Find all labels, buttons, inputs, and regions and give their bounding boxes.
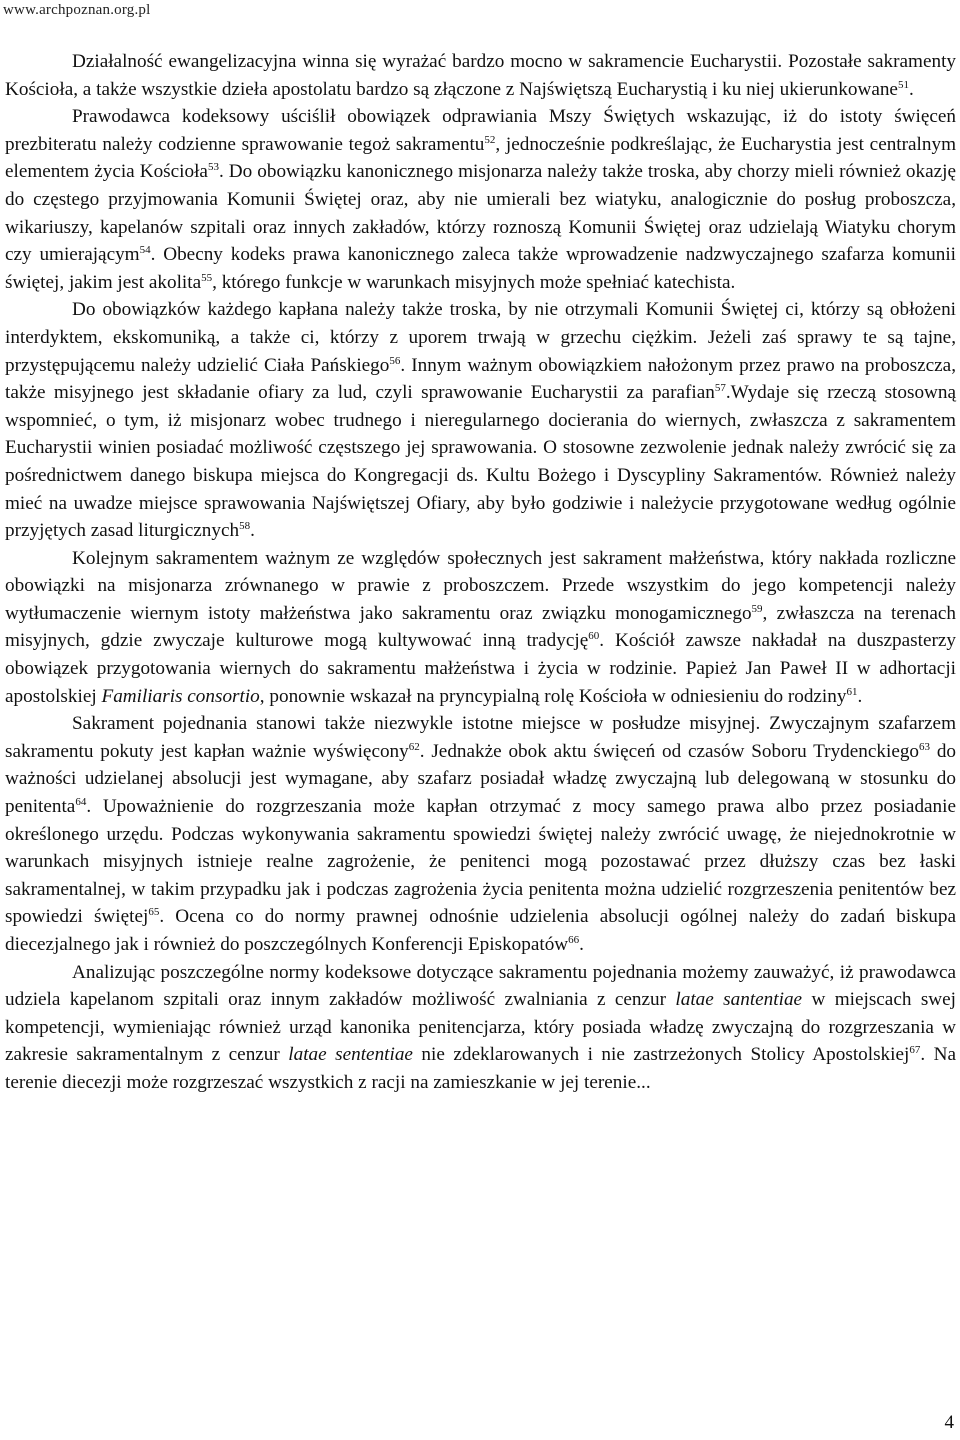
site-url[interactable]: www.archpoznan.org.pl	[3, 2, 151, 18]
footnote-ref: 64	[75, 796, 87, 809]
text-run: . Jednakże obok aktu święceń od czasów Soboru Trydenckiego	[419, 740, 920, 762]
text-run: , ponownie wskazał na pryncypialną rolę Kościoła w odniesieniu do rodziny	[259, 685, 847, 707]
text-run: .	[857, 685, 863, 707]
page-number: 4	[944, 1412, 954, 1433]
text-run: Prawodawca kodeksowy uściślił obowiązek odprawiania Mszy Świętych wskazując, iż do istoty święceń prezbiteratu należy codzienne sprawowanie tegoż sakramentu	[5, 106, 956, 155]
footnote-ref: 59	[751, 602, 763, 615]
footnote-ref: 67	[909, 1044, 921, 1057]
text-run: .	[908, 78, 914, 100]
paragraph	[5, 545, 956, 711]
text-run: .	[250, 520, 255, 542]
footnote-ref: 63	[919, 740, 931, 753]
text-run: . Innym ważnym obowiązkiem nałożonym przez prawo na proboszcza, także misyjnego jest składanie ofiary za lud, czyli sprawowanie Eucharystii za parafian	[5, 354, 956, 404]
text-run: Do obowiązków każdego kapłana należy także troska, by nie otrzymali Komunii Świętej ci, którzy są obłożeni interdyktem, ekskomuniką, a także ci, którzy z uporem trwają w grzechu ciężkim. Jeżeli zaś sprawy te są tajne, przystępującemu należy udzielić Ciała Pańskiego	[5, 299, 956, 376]
text-run: .Wydaje się rzeczą stosowną wspomnieć, o tym, iż misjonarz wobec trudnego i nieregularnego docierania do wiernych, zwłaszcza z sakramentem Eucharystii winien posiadać możliwość częstszego jej sprawowania. O stosowne zezwolenie jednak należy zwrócić się za pośrednictwem danego biskupa miejsca do Kongregacji ds. Kultu Bożego i Dyscypliny Sakramentów. Również należy mieć na uwadze miejsce sprawowania Najświętszej Ofiary, aby było godziwie i należycie przygotowane według ogólnie przyjętych zasad liturgicznych	[5, 382, 957, 542]
footnote-ref: 62	[408, 740, 420, 753]
footnote-ref: 51	[897, 78, 909, 91]
text-run: , jednocześnie podkreślając, że Eucharystia jest centralnym elementem życia Kościoła	[5, 133, 956, 183]
document-body	[5, 48, 956, 1097]
italic-term: latae santentiae	[675, 989, 803, 1011]
text-run: . Kościół zawsze nakładał na duszpasterzy obowiązek przygotowania wiernych do sakramentu małżeństwa i życia w rodzinie. Papież Jan Paweł II w adhortacji apostolskiej	[5, 630, 956, 707]
paragraph	[5, 959, 956, 1097]
footnote-ref: 66	[568, 934, 580, 946]
footnote-ref: 65	[148, 906, 160, 919]
text-run: , zwłaszcza na terenach misyjnych, gdzie zwyczaje kulturowe mogą kultywować inną tradycję	[5, 602, 956, 652]
footnote-ref: 53	[207, 161, 219, 174]
text-run: do ważności udzielanej absolucji jest wymagane, aby szafarz posiadał władzę zwyczajną lub delegowaną w stosunku do penitenta	[5, 740, 957, 818]
footnote-ref: 60	[588, 630, 600, 643]
text-run: w miejscach swej kompetencji, wymieniając również urząd kanonika penitencjarza, który posiada władzę zwyczajną do rozgrzeszania w zakresie sakramentalnym z cenzur	[5, 989, 956, 1066]
text-run: Kolejnym sakramentem ważnym ze względów społecznych jest sakrament małżeństwa, który nakłada rozliczne obowiązki na misjonarza zrównanego w prawie z proboszczem. Przede wszystkim do jego kompetencji należy wytłumaczenie wiernym istoty małżeństwa jako sakramentu oraz związku monogamicznego	[5, 547, 956, 624]
text-run: . Obecny kodeks prawa kanonicznego zaleca także wprowadzenie nadzwyczajnego szafarza komunii świętej, jakim jest akolita	[5, 244, 956, 293]
footnote-ref: 58	[239, 520, 251, 533]
footnote-ref: 54	[139, 244, 151, 257]
paragraph	[5, 103, 956, 296]
text-run: Działalność ewangelizacyjna winna się wyrażać bardzo mocno w sakramencie Eucharystii. Pozostałe sakramenty Kościoła, a także wszystkie dzieła apostolatu bardzo są złączone z Najświętszą Eucharystią i ku niej ukierunkowane	[5, 51, 956, 100]
text-run: . Do obowiązku kanonicznego misjonarza należy także troska, aby chorzy mieli również okazję do częstego przyjmowania Komunii Świętej oraz, aby nie umierali bez wiatyku, analogicznie do posług proboszcza, wikariuszy, kapelanów szpitali oraz innych zakładów, którzy roznoszą Komunii Świętej oraz udzielają Wiatyku chorym czy umierającym	[5, 161, 956, 266]
text-run: nie zdeklarowanych i nie zastrzeżonych Stolicy Apostolskiej	[412, 1044, 910, 1066]
text-run: .	[579, 934, 584, 955]
text-run: Sakrament pojednania stanowi także niezwykle istotne miejsce w posłudze misyjnej. Zwyczajnym szafarzem sakramentu pokuty jest kapłan ważnie wyświęcony	[5, 713, 956, 762]
italic-term: latae sententiae	[288, 1044, 413, 1066]
text-run: , którego funkcje w warunkach misyjnych może spełniać katechista.	[212, 271, 736, 293]
footnote-ref: 52	[484, 133, 496, 146]
text-run: . Upoważnienie do rozgrzeszania może kapłan otrzymać z mocy samego prawa albo przez posiadanie określonego urzędu. Podczas wykonywania sakramentu spowiedzi świętej należy zwrócić uwagę, że niejednokrotnie w warunkach misyjnych istnieje realne zagrożenie, że penitenci mogą pozostawać przez dłuższy czas bez łaski sakramentalnej, w takim przypadku jak i podczas zagrożenia życia penitenta można udzielić rozgrzeszenia penitentów bez spowiedzi świętej	[5, 796, 956, 928]
text-run: . Na terenie diecezji może rozgrzeszać wszystkich z racji na zamieszkanie w jej terenie...	[5, 1044, 956, 1093]
footnote-ref: 61	[846, 685, 858, 698]
paragraph	[5, 710, 956, 958]
footnote-ref: 55	[201, 271, 213, 284]
paragraph	[5, 296, 956, 544]
text-run: Analizując poszczególne normy kodeksowe dotyczące sakramentu pojednania możemy zauważyć, iż prawodawca udziela kapelanom szpitali oraz innym zakładów możliwość zwalniania z cenzur	[5, 961, 956, 1011]
italic-term: Familiaris consortio	[101, 685, 260, 707]
footnote-ref: 57	[714, 382, 726, 395]
paragraph	[5, 48, 956, 103]
footnote-ref: 56	[389, 354, 401, 367]
text-run: . Ocena co do normy prawnej odnośnie udzielenia absolucji ogólnej należy do zadań biskupa diecezjalnego jak i również do poszczególnych Konferencji Episkopatów	[5, 906, 956, 955]
